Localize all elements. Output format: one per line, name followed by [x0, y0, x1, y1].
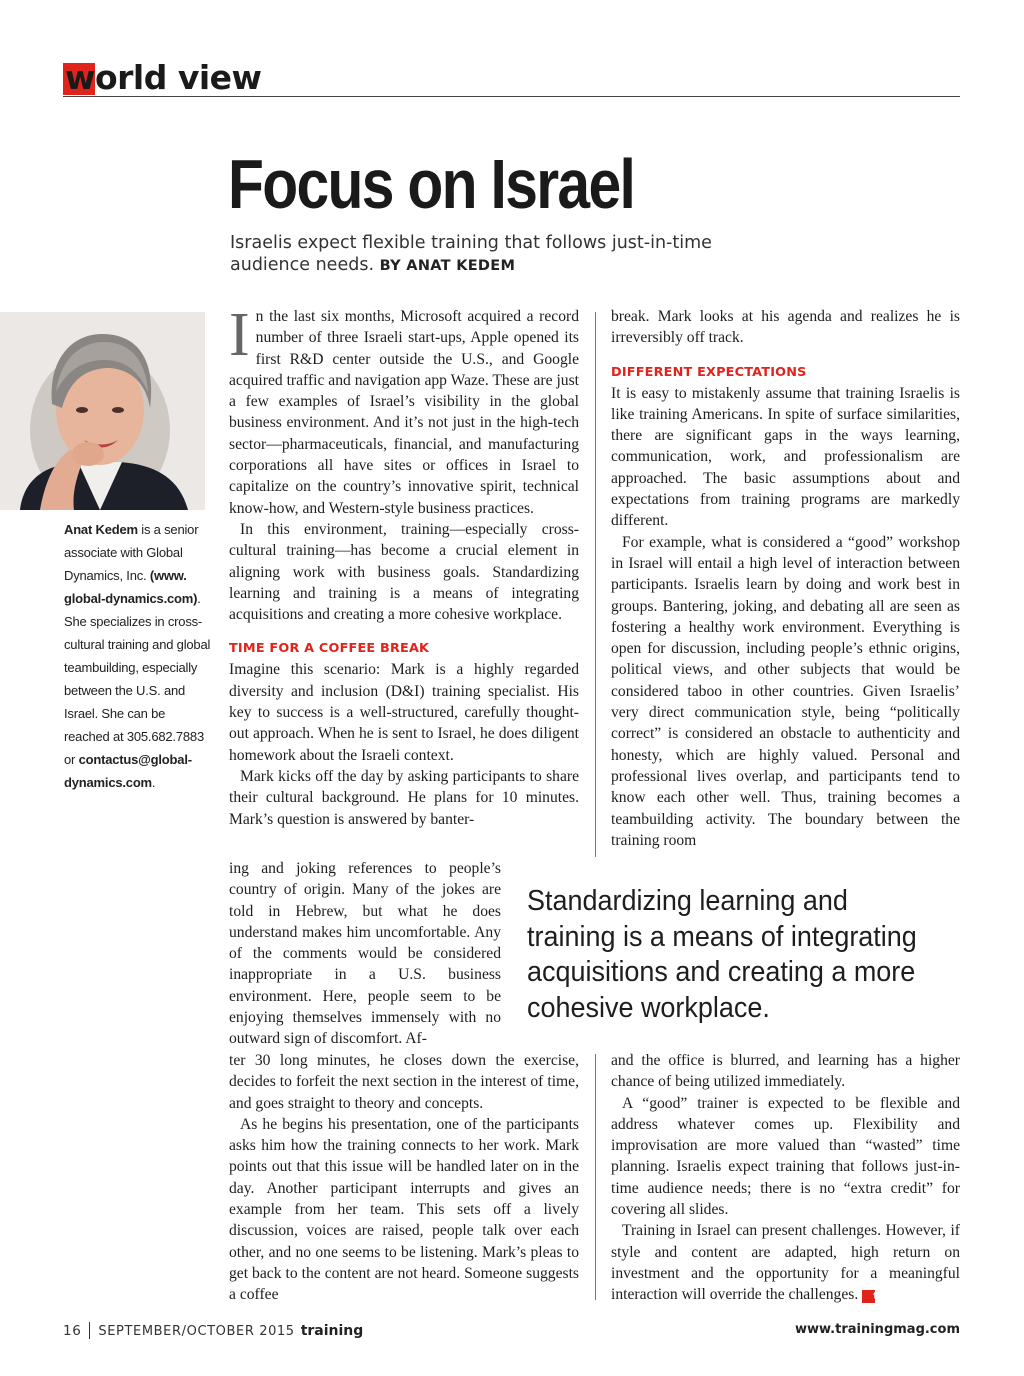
paragraph: and the office is blurred, and learning has a higher chance of being utilized immediately.	[611, 1052, 960, 1091]
paragraph: Mark kicks off the day by asking participants to share their cultural background. He plans for 10 minutes. Mark’s question is answered by banter-	[229, 767, 579, 828]
footer-url-link[interactable]: www.trainingmag.com	[794, 1322, 960, 1337]
paragraph: A “good” trainer is expected to be flexible and address whatever comes up. Flexibility and improvisation are more valued than “wasted” time planning. Israelis expect training that follows just-in-time audience needs; there is no “extra credit” for covering all slides.	[611, 1094, 960, 1219]
paragraph: break. Mark looks at his agenda and realizes he is irreversibly off track.	[611, 308, 960, 347]
author-bio-text: is a senior associate with Global Dynamics, Inc.	[64, 522, 199, 583]
end-mark-icon: t	[862, 1290, 875, 1303]
paragraph: As he begins his presentation, one of the participants asks him how the training connects to her work. Mark points out that this issue will be handled later on in the day. Another participant interrupts and gives an example from her team. This sets off a lively discussion, voices are raised, people talk over each other, and no one seems to be listening. Mark’s pleas to get back to the content are not heard. Someone suggests a coffee	[229, 1115, 579, 1304]
author-bio	[64, 518, 212, 794]
body-column-left-bottom	[229, 1050, 579, 1306]
paragraph-intro	[229, 301, 579, 519]
body-column-right-top	[611, 306, 960, 851]
pull-quote: Standardizing learning and training is a means of integrating acquisitions and creating a more cohesive workplace.	[527, 885, 917, 1024]
author-name: Anat Kedem	[64, 522, 138, 537]
paragraph-final-text: Training in Israel can present challenges. However, if style and content are adapted, high return on investment and the opportunity for a meaningful interaction will override the challenges.	[611, 1222, 960, 1304]
author-bio-text-2: . She specializes in cross-cultural training and global teambuilding, especially between the U.S. and Israel. She can be reached at 305.682.7883 or	[64, 591, 211, 767]
byline: BY ANAT KEDEM	[379, 258, 516, 274]
subhead-different-expectations: DIFFERENT EXPECTATIONS	[611, 364, 807, 380]
magazine-name: training	[300, 1323, 364, 1339]
paragraph: ing and joking references to people’s country of origin. Many of the jokes are told in Hebrew, but what he does understand makes him uncomfortable. Any of the comments would be considered inappropriate in a U.S. business environment. Here, people seem to be enjoying themselves immensely with no outward sign of discomfort. Af-	[229, 860, 501, 1048]
headline: Focus on Israel	[228, 145, 635, 223]
author-photo	[0, 312, 205, 510]
paragraph: ter 30 long minutes, he closes down the exercise, decides to forfeit the next section in the interest of time, and goes straight to theory and concepts.	[229, 1052, 579, 1112]
paragraph: It is easy to mistakenly assume that training Israelis is like training Americans. In spite of surface similarities, there are significant gaps in the ways learning, communication, work, and professionalism are approached. The basic assumptions about and expectations from training programs are markedly different.	[611, 384, 960, 530]
column-divider	[595, 1054, 596, 1300]
author-email-link[interactable]: contactus@global-dynamics.com	[64, 752, 192, 790]
footer-folio	[63, 1322, 363, 1339]
paragraph: For example, what is considered a “good” workshop in Israel will entail a high level of interaction between participants. Israelis learn by doing and work best in groups. Bantering, joking, and debating all are seen as fostering a healthy work environment. Everything is open for discussion, including people’s ethnic origins, political views, and other subjects that would be considered taboo in other countries. Given Israelis’ very direct communication style, being “politically correct” is considered an obstacle to authenticity and honesty, which are highly valued. Personal and professional lives overlap, and participants tend to know each other well. Thus, training becomes a teambuilding activity. The boundary between the training room	[611, 533, 960, 849]
deck	[230, 232, 790, 277]
deck-text: Israelis expect flexible training that follows just-in-time audience needs.	[230, 233, 712, 275]
author-bio-end: .	[151, 775, 156, 790]
paragraph-intro-text: n the last six months, Microsoft acquired a record number of three Israeli start-ups, Apple opened its first R&D center outside the U.S., and Google acquired traffic and navigation app Waze. These are just a few examples of Israel’s visibility in the global business environment. And it’s not just in the high-tech sector—pharmaceuticals, financial, and manufacturing corporations all have sites or offices in Israel to capitalize on the country’s innovative spirit, technical know-how, and Western-style business practices.	[229, 308, 579, 517]
issue-date: SEPTEMBER/OCTOBER 2015	[98, 1324, 295, 1339]
page-number: 16	[63, 1323, 82, 1339]
paragraph: In this environment, training—especially cross-cultural training—has become a crucial element in aligning work with business goals. Standardizing learning and training is a means of integrating acquisitions and creating a more cohesive workplace.	[229, 520, 579, 624]
author-website-link[interactable]: (www. global-dynamics.com)	[64, 568, 198, 606]
body-column-left-top	[229, 301, 579, 830]
column-divider	[595, 312, 596, 857]
body-column-right-bottom	[611, 1050, 960, 1306]
section-label: world view	[65, 58, 262, 97]
author-portrait-icon	[0, 312, 205, 510]
footer-separator	[89, 1322, 90, 1339]
section-header	[63, 60, 960, 97]
paragraph: Imagine this scenario: Mark is a highly regarded diversity and inclusion (D&I) training specialist. His key to success is a well-structured, carefully thought-out approach. When he is sent to Israel, he does diligent homework about the Israeli context.	[229, 661, 579, 764]
body-column-left-wrap	[229, 858, 501, 1050]
paragraph-final	[611, 1220, 960, 1305]
drop-cap: I	[229, 301, 250, 369]
subhead-coffee-break: TIME FOR A COFFEE BREAK	[229, 641, 430, 657]
